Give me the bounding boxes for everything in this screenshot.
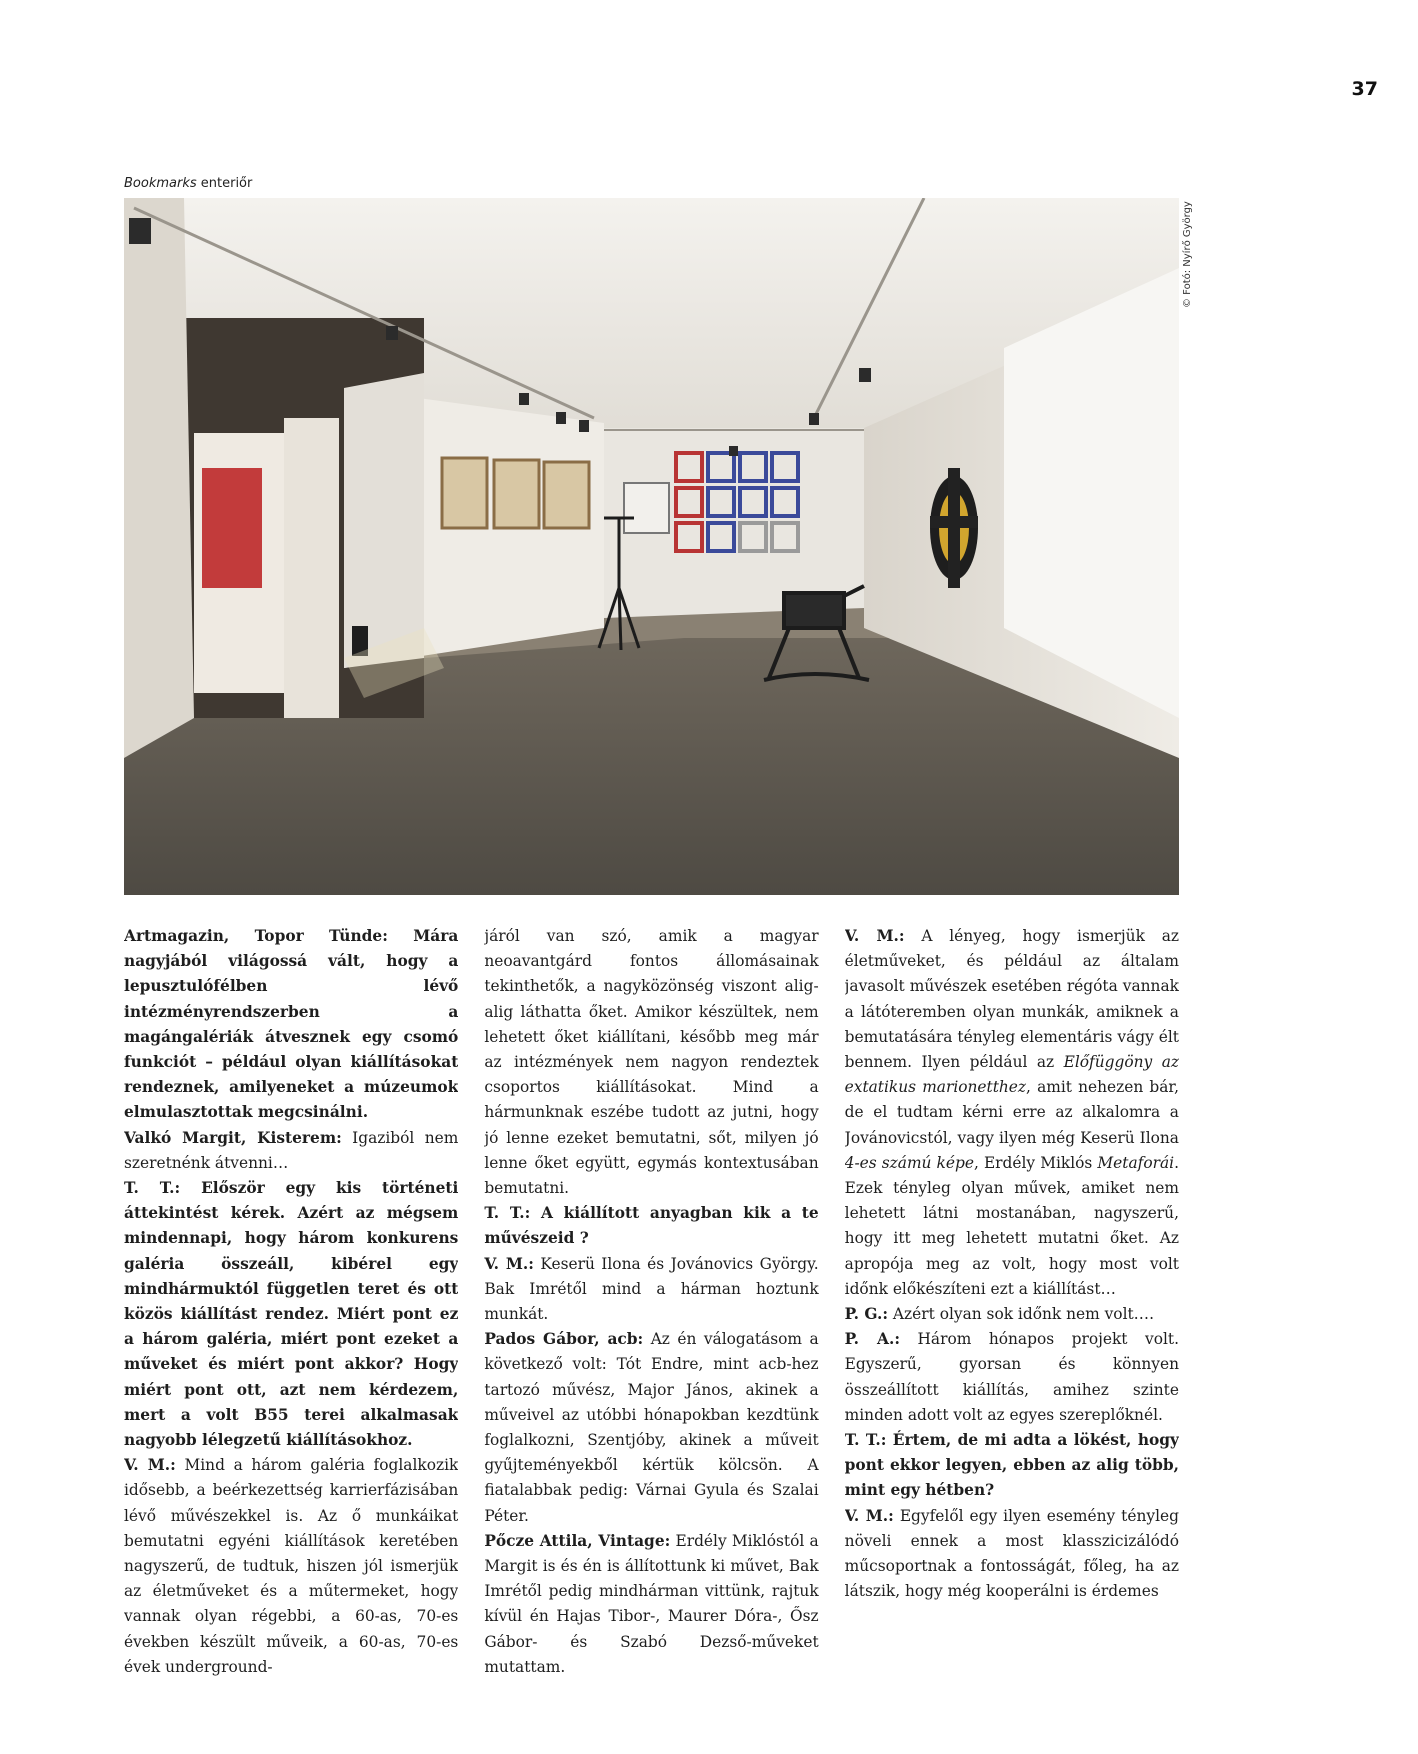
speaker-label: V. M.:: [124, 1456, 176, 1475]
answer-text: Mind a három galéria foglalkozik idősebb, a beérkezettség karrierfázisában lévő művészekkel is. Az ő munkáikat bemutatni egyéni kiállítások keretében nagyszerű, de tudtuk, hiszen jól ismerjük az életműveket és a műtermeket, hogy vannak olyan régebbi, a 60-as, 70-es években készült műveik, a 60-as, 70-es évek underground-: [124, 1456, 459, 1676]
answer-text: járól van szó, amik a magyar neoavantgárd fontos állomásainak tekinthetők, a nagyközönség viszont alig-alig láthatta őket. Amikor készültek, nem lehetett őket kiállítani, később meg már az intézmények nem nagyon rendeztek csoportos kiállításokat. Mind a hármunknak eszébe tudott az jutni, hogy jó lenne ezeket bemutatni, sőt, milyen jó lenne őket együtt, egymás kontextusában bemutatni.: [484, 927, 819, 1198]
text-column-3: [845, 924, 1179, 1724]
answer-text: Azért olyan sok időnk nem volt….: [888, 1305, 1154, 1324]
answer-text: Igaziból nem szeretnénk átvenni…: [124, 1128, 459, 1172]
gallery-interior-photo: [124, 198, 1179, 895]
speaker-label: Pőcze Attila, Vintage:: [484, 1531, 671, 1550]
paragraph: [124, 1176, 458, 1453]
speaker-label: P. A.:: [844, 1330, 900, 1349]
artwork-title: 4-es számú képe: [844, 1153, 974, 1172]
paragraph: [845, 1302, 1179, 1327]
paragraph: [484, 1529, 818, 1680]
text-column-1: [124, 924, 458, 1724]
answer-text: . Ezek tényleg olyan művek, amiket nem lehetett látni mostanában, nagyszerű, hogy itt meg lehetett mutatni őket. Az apropója meg az volt, hogy most volt időnk előkészíteni ezt a kiállítást…: [844, 1153, 1179, 1298]
question-text: T. T.: Értem, de mi adta a lökést, hogy pont ekkor legyen, ebben az alig több, mint egy hétben?: [844, 1431, 1179, 1500]
answer-text: A lényeg, hogy ismerjük az életműveket, és például az általam javasolt művészek esetében régóta vannak a látóteremben olyan munkák, amiknek a bemutatására tényleg elementáris vágy élt bennem. Ilyen például az: [844, 927, 1179, 1072]
paragraph: [124, 924, 458, 1126]
text-column-2: [484, 924, 818, 1724]
photo-credit: © Fotó: Nyírő György: [1182, 201, 1193, 308]
paragraph: [845, 924, 1179, 1302]
page-number: 37: [1351, 78, 1378, 100]
question-text: T. T.: Először egy kis történeti áttekintést kérek. Azért az mégsem mindennapi, hogy három konkurens galéria összeáll, kibérel egy mindhármuktól független teret és ott közös kiállítást rendez. Miért pont ez a három galéria, miért pont ezeket a műveket és miért pont akkor? Hogy miért pont ott, azt nem kérdezem, mert a volt B55 terei alkalmasak nagyobb lélegzetű kiállításokhoz.: [124, 1179, 459, 1450]
answer-text: Az én válogatásom a következő volt: Tót Endre, mint acb-hez tartozó művész, Major János, akinek a műveivel az utóbbi hónapokban kezdtünk foglalkozni, Szentjóby, akinek a műveit gyűjteményekből kértük kölcsön. A fiatalabbak pedig: Várnai Gyula és Szalai Péter.: [484, 1330, 819, 1525]
paragraph: [845, 1428, 1179, 1504]
paragraph: [124, 1453, 458, 1680]
paragraph: [124, 1126, 458, 1176]
paragraph: [484, 924, 818, 1201]
speaker-label: V. M.:: [844, 927, 905, 945]
artwork-title: Metaforái: [1097, 1153, 1175, 1172]
speaker-label: P. G.:: [844, 1305, 889, 1324]
paragraph: [845, 1504, 1179, 1605]
speaker-label: Valkó Margit, Kisterem:: [124, 1128, 342, 1147]
caption-italic: Bookmarks: [124, 176, 197, 191]
paragraph: [484, 1201, 818, 1251]
question-text: Artmagazin, Topor Tünde: Mára nagyjából világossá vált, hogy a lepusztulófélben lévő intézményrendszerben a magángalériák átvesznek egy csomó funkciót – például olyan kiállításokat rendeznek, amilyeneket a múzeumok elmulasztottak megcsinálni.: [124, 927, 459, 1122]
photo-caption: [124, 176, 252, 191]
paragraph: [845, 1327, 1179, 1428]
speaker-label: Pados Gábor, acb:: [484, 1330, 644, 1349]
answer-text: Három hónapos projekt volt. Egyszerű, gyorsan és könnyen összeállított kiállítás, amihez szinte minden adott volt az egyes szereplőknél.: [844, 1330, 1179, 1424]
caption-rest: enteriőr: [196, 176, 253, 191]
answer-text: Erdély Miklóstól a Margit is és én is állítottunk ki művet, Bak Imrétől pedig mindhárman vittünk, rajtuk kívül én Hajas Tibor-, Maurer Dóra-, Ősz Gábor- és Szabó Dezső-műveket mutattam.: [484, 1531, 819, 1676]
question-text: T. T.: A kiállított anyagban kik a te művészeid ?: [484, 1204, 819, 1248]
speaker-label: V. M.:: [484, 1254, 534, 1273]
paragraph: [484, 1252, 818, 1328]
speaker-label: V. M.:: [844, 1506, 894, 1525]
answer-text: , amit nehezen bár, de el tudtam kérni erre az alkalomra a Jovánovicstól, vagy ilyen még Keserü Ilona: [844, 1078, 1179, 1147]
artwork-title: Előfüggöny az extatikus marionetthez: [844, 1053, 1179, 1097]
paragraph: [484, 1327, 818, 1529]
answer-text: Keserü Ilona és Jovánovics György. Bak Imrétől mind a hárman hoztunk munkát.: [484, 1254, 819, 1324]
answer-text: , Erdély Miklós: [973, 1153, 1098, 1172]
answer-text: Egyfelől egy ilyen esemény tényleg növeli ennek a most klasszicizálódó műcsoportnak a fontosságát, főleg, ha az látszik, hogy még kooperálni is érdemes: [844, 1506, 1179, 1601]
article-columns: [124, 924, 1179, 1724]
